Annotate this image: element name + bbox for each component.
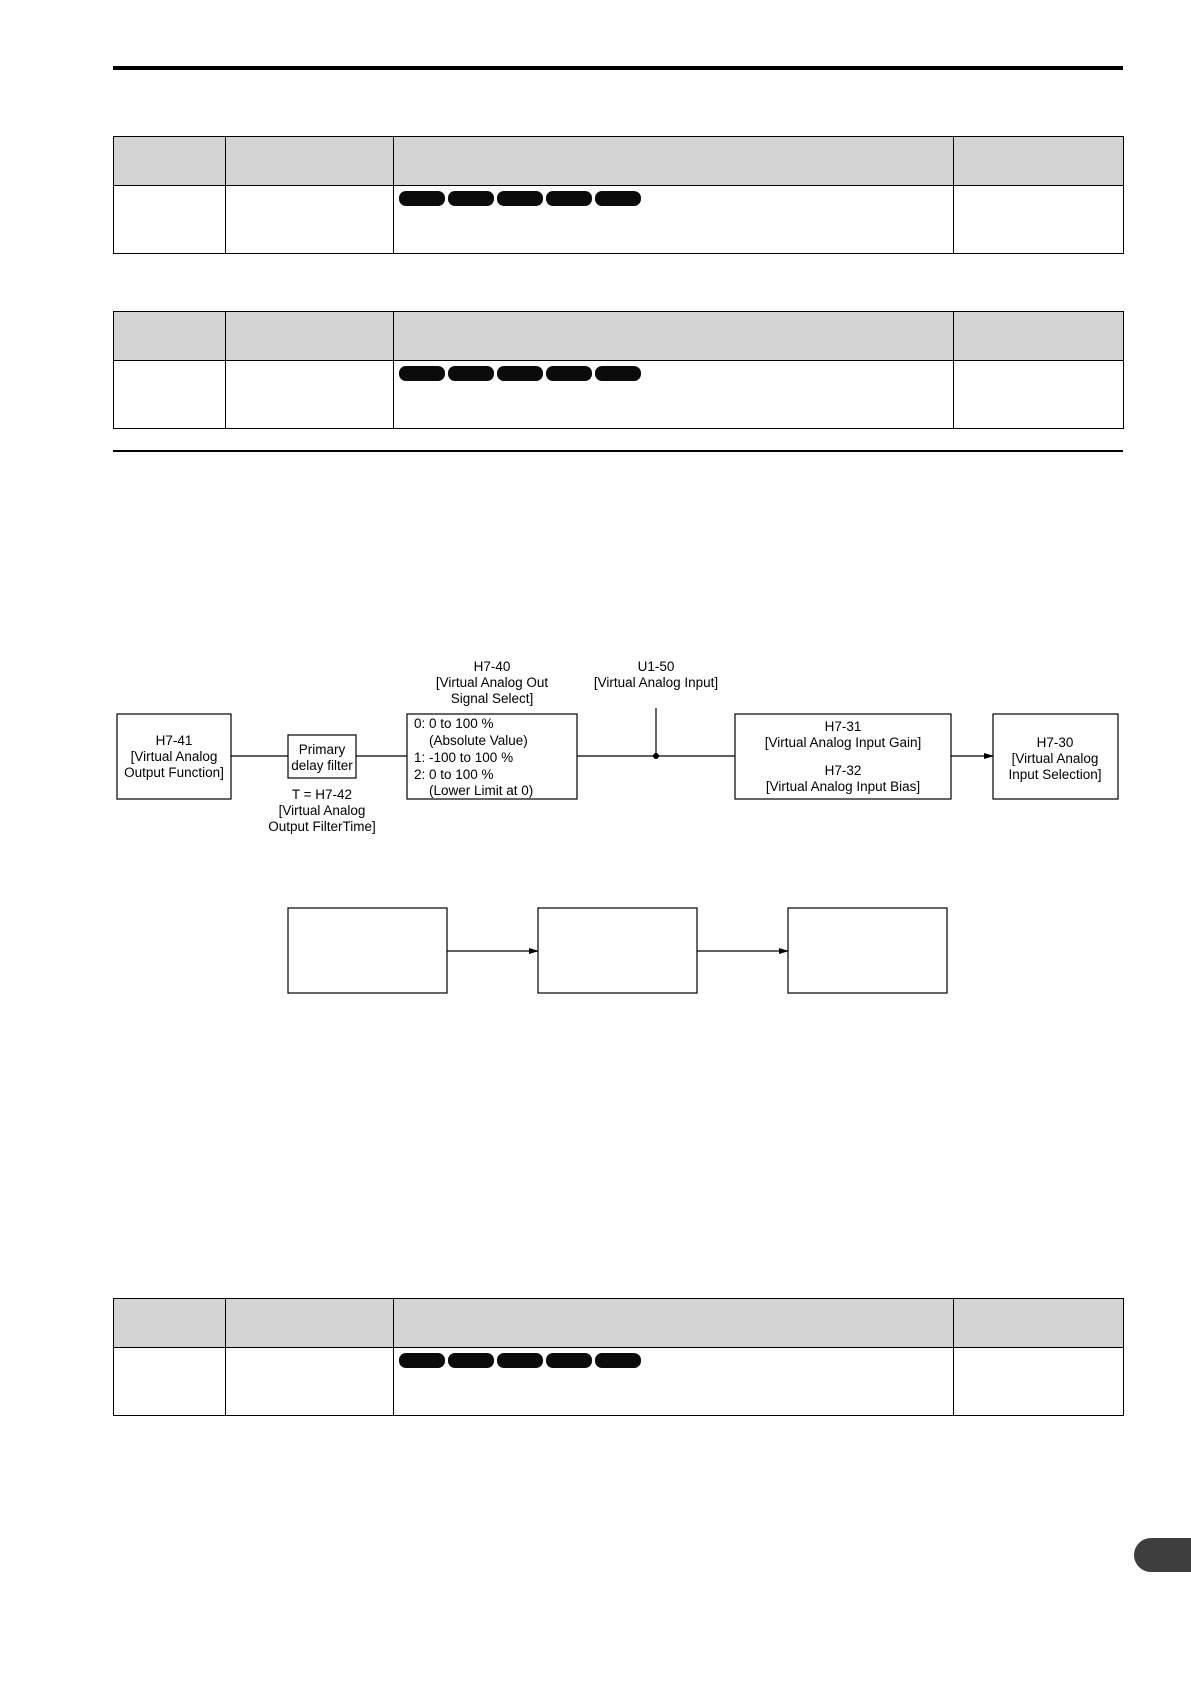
h7-30-name: [Virtual Analog [1011,751,1099,766]
flow-box-1 [288,908,447,993]
table-row [114,1348,1124,1416]
control-mode-badge [448,1353,494,1368]
u1-50-name: [Virtual Analog Input] [593,675,719,690]
filter-label-cont: delay filter [291,758,353,773]
control-mode-badge [497,1353,543,1368]
junction-dot [653,753,659,759]
parameter-table-3 [113,1298,1124,1416]
h7-30-name-cont: Input Selection] [1008,767,1102,782]
h7-41-code: H7-41 [155,733,193,748]
bias-code: H7-32 [824,763,862,778]
h7-41-name: [Virtual Analog [130,749,218,764]
control-mode-badge [595,1353,641,1368]
control-mode-badges [394,1348,953,1368]
chapter-tab [1134,1538,1191,1572]
filter-label: Primary [298,742,346,757]
u1-50-code: U1-50 [637,659,675,674]
gain-code: H7-31 [824,719,862,734]
h7-40-name-cont: Signal Select] [450,691,534,706]
option-0-note: (Absolute Value) [429,733,528,748]
option-1: 1: -100 to 100 % [414,750,514,765]
h7-41-name-cont: Output Function] [124,765,224,780]
flow-box-2 [538,908,697,993]
option-0: 0: 0 to 100 % [414,716,494,731]
gain-name: [Virtual Analog Input Gain] [764,735,922,750]
option-2-note: (Lower Limit at 0) [429,783,534,798]
control-mode-badge [399,1353,445,1368]
bias-name: [Virtual Analog Input Bias] [765,779,921,794]
table-header-row [114,1299,1124,1348]
control-mode-badge [546,1353,592,1368]
option-2: 2: 0 to 100 % [414,767,494,782]
h7-40-name: [Virtual Analog Out [435,675,549,690]
filter-time-code: T = H7-42 [291,787,353,802]
flow-box-3 [788,908,947,993]
h7-30-code: H7-30 [1036,735,1074,750]
h7-40-code: H7-40 [473,659,511,674]
filter-time-name: [Virtual Analog [278,803,366,818]
filter-time-name-cont: Output FilterTime] [268,819,376,834]
